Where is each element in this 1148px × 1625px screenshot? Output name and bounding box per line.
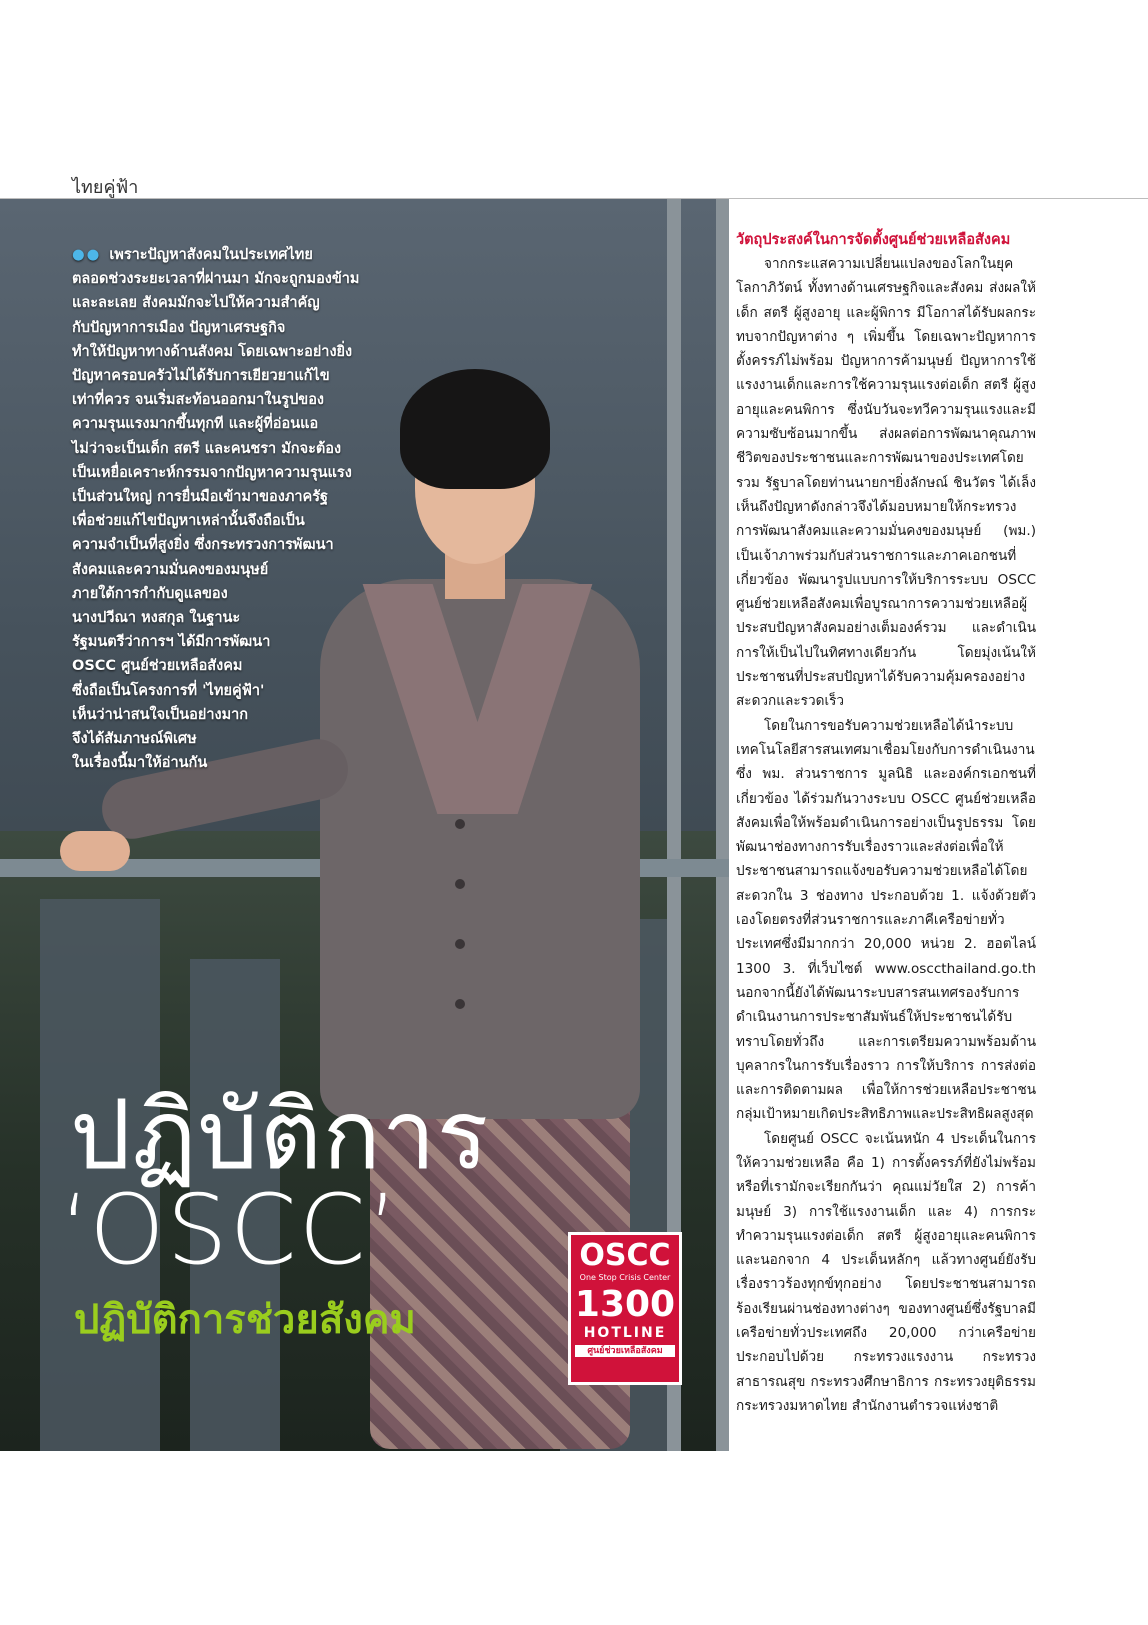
- intro-line: ซึ่งถือเป็นโครงการที่ 'ไทยคู่ฟ้า': [72, 682, 265, 699]
- intro-line: เป็นเหยื่อเคราะห์กรรมจากปัญหาความรุนแรง: [72, 464, 352, 481]
- hair: [400, 369, 550, 489]
- badge-caption: ศูนย์ช่วยเหลือสังคม: [575, 1345, 675, 1357]
- oscc-hotline-badge: [568, 1232, 682, 1385]
- hand: [60, 831, 130, 871]
- intro-line: ในเรื่องนี้มาให้อ่านกัน: [72, 755, 208, 772]
- jacket-button: [455, 939, 465, 949]
- intro-line: ความจำเป็นที่สูงยิ่ง ซึ่งกระทรวงการพัฒนา: [72, 537, 334, 554]
- badge-number: 1300: [574, 1284, 676, 1325]
- badge-name: OSCC: [579, 1238, 671, 1273]
- headline-line-1: ปฏิบัติการ: [70, 1079, 490, 1191]
- article-paragraph: จากกระแสความเปลี่ยนแปลงของโลกในยุคโลกาภิวัตน์ ทั้งทางด้านเศรษฐกิจและสังคม ส่งผลให้เด็ก สตรี ผู้สูงอายุ และผู้พิการ มีโอกาสได้รับผลกระทบจากปัญหาต่าง ๆ เพิ่มขึ้น โดยเฉพาะปัญหาการตั้งครรภ์ไม่พร้อม ปัญหาการค้ามนุษย์ ปัญหาการใช้แรงงานเด็กและการใช้ความรุนแรงต่อเด็ก สตรี ผู้สูงอายุและคนพิการ ซึ่งนับวันจะทวีความรุนแรงและมีความซับซ้อนมากขึ้น ส่งผลต่อการพัฒนาคุณภาพชีวิตของประชาชนและการพัฒนาของประเทศโดยรวม รัฐบาลโดยท่านนายกฯยิ่งลักษณ์ ชินวัตร ได้เล็งเห็นถึงปัญหาดังกล่าวจึงได้มอบหมายให้กระทรวงการพัฒนาสังคมและความมั่นคงของมนุษย์ (พม.) เป็นเจ้าภาพร่วมกับส่วนราชการและภาคเอกชนที่เกี่ยวข้อง พัฒนารูปแบบการให้บริการระบบ OSCC ศูนย์ช่วยเหลือสังคมเพื่อบูรณาการความช่วยเหลือผู้ประสบปัญหาสังคมอย่างเต็มองค์รวม และดำเนินการให้เป็นไปในทิศทางเดียวกัน โดยมุ่งเน้นให้ประชาชนที่ประสบปัญหาได้รับความคุ้มครองอย่างสะดวกและรวดเร็ว: [736, 256, 1036, 710]
- intro-line: และละเลย สังคมมักจะไปให้ความสำคัญ: [72, 295, 320, 312]
- badge-tagline: One Stop Crisis Center: [579, 1273, 671, 1282]
- intro-text: [72, 243, 392, 775]
- section-label: ไทยคู่ฟ้า: [72, 177, 139, 198]
- headline-subtitle: ปฏิบัติการช่วยสังคม: [74, 1297, 416, 1343]
- intro-line: ภายใต้การกำกับดูแลของ: [72, 585, 228, 602]
- intro-line: ตลอดช่วงระยะเวลาที่ผ่านมา มักจะถูกมองข้าม: [72, 271, 360, 288]
- jacket-button: [455, 999, 465, 1009]
- intro-line: ทำให้ปัญหาทางด้านสังคม โดยเฉพาะอย่างยิ่ง: [72, 343, 353, 360]
- article-column: [736, 228, 1036, 1418]
- intro-line: ไม่ว่าจะเป็นเด็ก สตรี และคนชรา มักจะต้อง: [72, 440, 342, 457]
- intro-line: เพราะปัญหาสังคมในประเทศไทย: [109, 247, 313, 263]
- intro-line: สังคมและความมั่นคงของมนุษย์: [72, 561, 269, 578]
- intro-line: เห็นว่าน่าสนใจเป็นอย่างมาก: [72, 706, 249, 723]
- intro-line: กับปัญหาการเมือง ปัญหาเศรษฐกิจ: [72, 319, 286, 336]
- intro-line: เป็นส่วนใหญ่ การยื่นมือเข้ามาของภาครัฐ: [72, 489, 329, 506]
- intro-line: เท่าที่ควร จนเริ่มสะท้อนออกมาในรูปของ: [72, 392, 325, 409]
- window-frame: [716, 199, 729, 1451]
- badge-hotline: HOTLINE: [583, 1325, 667, 1341]
- intro-line: นางปวีณา หงสกุล ในฐานะ: [72, 610, 241, 627]
- jacket-button: [455, 819, 465, 829]
- bullet-dots-icon: ●●: [72, 247, 102, 263]
- intro-line: รัฐมนตรีว่าการฯ ได้มีการพัฒนา: [72, 634, 271, 651]
- intro-line: ความรุนแรงมากขึ้นทุกที และผู้ที่อ่อนแอ: [72, 416, 319, 433]
- article-paragraph: โดยในการขอรับความช่วยเหลือได้นำระบบเทคโนโลยีสารสนเทศมาเชื่อมโยงกับการดำเนินงาน ซึ่ง พม. ส่วนราชการ มูลนิธิ และองค์กรเอกชนที่เกี่ยวข้อง ได้ร่วมกันวางระบบ OSCC ศูนย์ช่วยเหลือสังคมเพื่อให้พร้อมดำเนินการอย่างเป็นรูปธรรม โดยพัฒนาช่องทางการรับเรื่องราวและส่งต่อเพื่อให้ประชาชนสามารถแจ้งขอรับความช่วยเหลือได้โดยสะดวกใน 3 ช่องทาง ประกอบด้วย 1. แจ้งด้วยตัวเองโดยตรงที่ส่วนราชการและภาคีเครือข่ายทั่วประเทศซึ่งมีมากกว่า 20,000 หน่วย 2. ฮอตไลน์ 1300 3. ที่เว็บไซต์ www.osccthailand.go.th นอกจากนี้ยังได้พัฒนาระบบสารสนเทศรองรับการดำเนินงานการประชาสัมพันธ์ให้ประชาชนได้รับทราบโดยทั่วถึง และการเตรียมความพร้อมด้านบุคลากรในการรับเรื่องราว การให้บริการ การส่งต่อและการติดตามผล เพื่อให้การช่วยเหลือประชาชนกลุ่มเป้าหมายเกิดประสิทธิภาพและประสิทธิผลสูงสุด: [736, 717, 1036, 1123]
- jacket-button: [455, 879, 465, 889]
- intro-line: เพื่อช่วยแก้ไขปัญหาเหล่านั้นจึงถือเป็น: [72, 513, 305, 530]
- article-paragraph: โดยศูนย์ OSCC จะเน้นหนัก 4 ประเด็นในการให้ความช่วยเหลือ คือ 1) การตั้งครรภ์ที่ยังไม่พร้อมหรือที่เรามักจะเรียกกันว่า คุณแม่วัยใส 2) การค้ามนุษย์ 3) การใช้แรงงานเด็ก และ 4) การกระทำความรุนแรงต่อเด็ก สตรี ผู้สูงอายุและคนพิการ และนอกจาก 4 ประเด็นหลักๆ แล้วทางศูนย์ยังรับเรื่องราวร้องทุกข์ทุกอย่าง โดยประชาชนสามารถร้องเรียนผ่านช่องทางต่างๆ ของทางศูนย์ซึ่งรัฐบาลมีเครือข่ายทั่วประเทศถึง 20,000 กว่าเครือข่าย ประกอบไปด้วย กระทรวงแรงงาน กระทรวงสาธารณสุข กระทรวงศึกษาธิการ กระทรวงยุติธรรม กระทรวงมหาดไทย สำนักงานตำรวจแห่งชาติ: [736, 1130, 1036, 1414]
- intro-line: OSCC ศูนย์ช่วยเหลือสังคม: [72, 658, 243, 675]
- headline-line-2: ‘OSCC’: [60, 1174, 401, 1286]
- intro-line: จึงได้สัมภาษณ์พิเศษ: [72, 731, 197, 748]
- article-heading: วัตถุประสงค์ในการจัดตั้งศูนย์ช่วยเหลือสังคม: [736, 232, 1011, 248]
- intro-line: ปัญหาครอบครัวไม่ได้รับการเยียวยาแก้ไข: [72, 368, 330, 385]
